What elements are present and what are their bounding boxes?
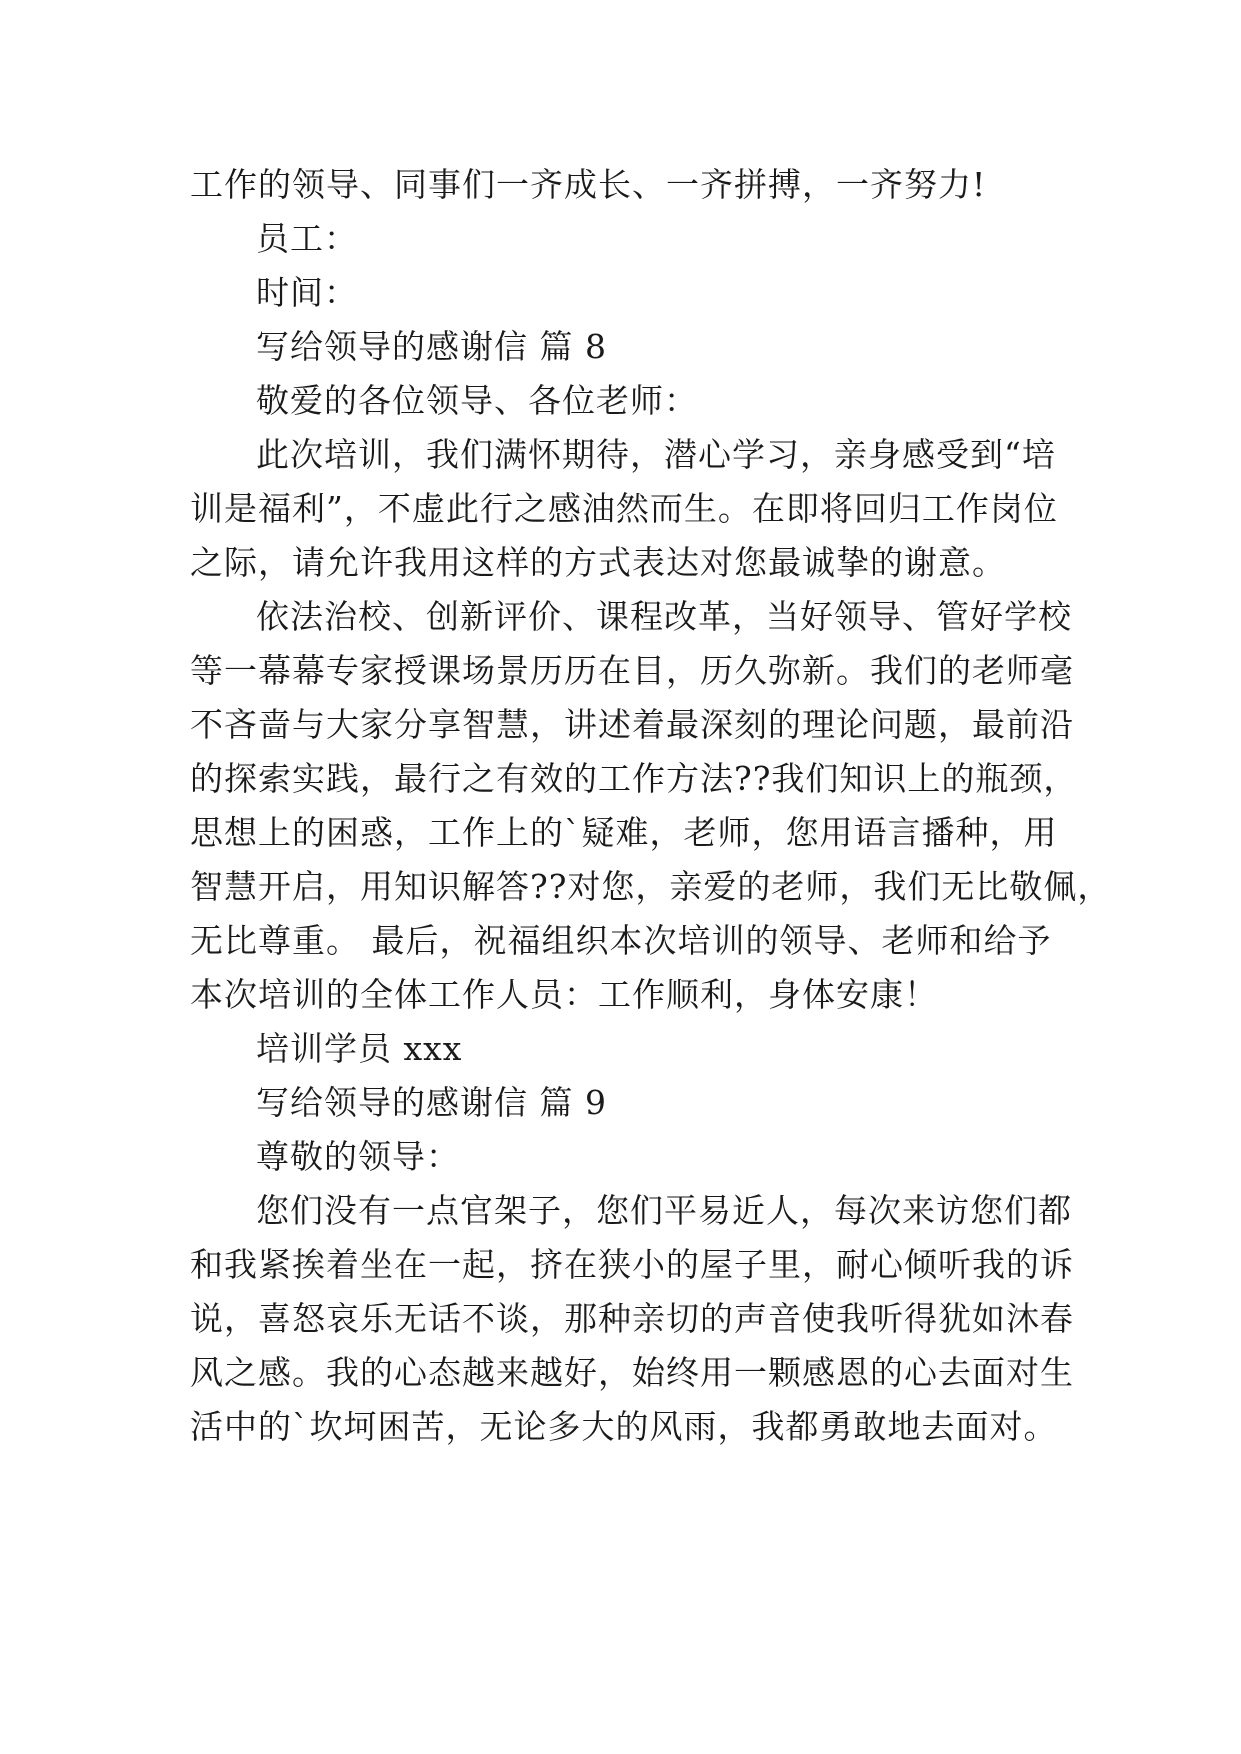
text-line: 智慧开启，用知识解答??对您，亲爱的老师，我们无比敬佩， (190, 867, 1112, 906)
signature-date: 时间： (256, 273, 358, 312)
document-body (190, 158, 1112, 1454)
text-line: 不吝啬与大家分享智慧，讲述着最深刻的理论问题，最前沿 (190, 705, 1074, 744)
text-line: 工作的领导、同事们一齐成长、一齐拼搏，一齐努力! (190, 165, 987, 204)
text-line: 等一幕幕专家授课场景历历在目，历久弥新。我们的老师毫 (190, 651, 1074, 690)
text-line: 您们没有一点官架子，您们平易近人，每次来访您们都 (256, 1191, 1072, 1230)
text-line: 此次培训，我们满怀期待，潜心学习，亲身感受到“培 (256, 435, 1056, 474)
text-line: 风之感。我的心态越来越好，始终用一颗感恩的心去面对生 (190, 1353, 1074, 1392)
section-title: 写给领导的感谢信 篇 8 (256, 327, 607, 366)
text-line: 之际，请允许我用这样的方式表达对您最诚挚的谢意。 (190, 543, 1006, 582)
text-line: 无比尊重。 最后，祝福组织本次培训的领导、老师和给予 (190, 921, 1052, 960)
text-line: 训是福利”，不虚此行之感油然而生。在即将回归工作岗位 (190, 489, 1058, 528)
salutation: 敬爱的各位领导、各位老师： (256, 381, 698, 420)
text-line: 和我紧挨着坐在一起，挤在狭小的屋子里，耐心倾听我的诉 (190, 1245, 1074, 1284)
text-line: 依法治校、创新评价、课程改革，当好领导、管好学校 (256, 597, 1072, 636)
signature-employee: 员工： (256, 219, 358, 258)
text-line: 的探索实践，最行之有效的工作方法??我们知识上的瓶颈， (190, 759, 1078, 798)
salutation: 尊敬的领导： (256, 1137, 460, 1176)
text-line: 说，喜怒哀乐无话不谈，那种亲切的声音使我听得犹如沐春 (190, 1299, 1074, 1338)
section-title: 写给领导的感谢信 篇 9 (256, 1083, 607, 1122)
text-line: 本次培训的全体工作人员：工作顺利，身体安康！ (190, 975, 938, 1014)
text-line: 活中的`坎坷困苦，无论多大的风雨，我都勇敢地去面对。 (190, 1407, 1058, 1446)
text-line: 思想上的困惑，工作上的`疑难，老师，您用语言播种，用 (190, 813, 1058, 852)
signature-trainee: 培训学员 xxx (256, 1029, 463, 1068)
